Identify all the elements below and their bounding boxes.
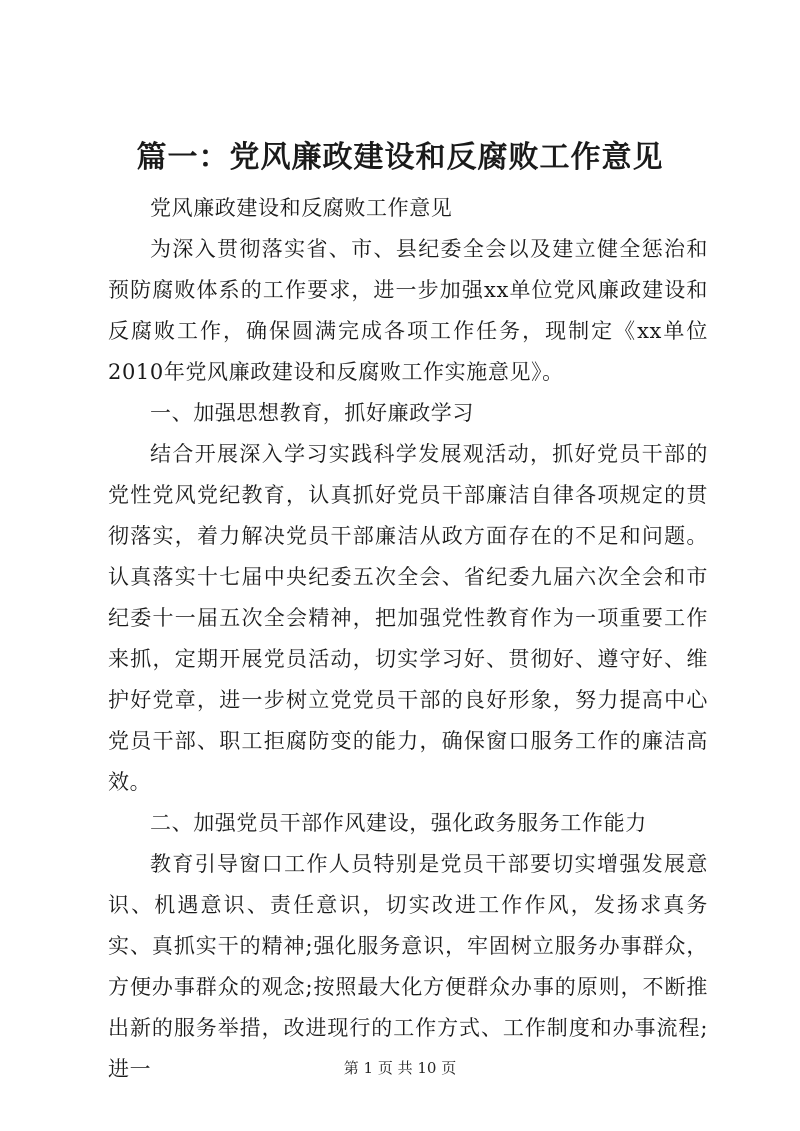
- section-heading-1: 一、加强思想教育，抓好廉政学习: [150, 401, 474, 425]
- intro-paragraph: 为深入贯彻落实省、市、县纪委全会以及建立健全惩治和预防腐败体系的工作要求，进一步加强xx单位党风廉政建设和反腐败工作，确保圆满完成各项工作任务，现制定《xx单位2010年党风廉政建设和反腐败工作实施意见》。: [108, 237, 708, 384]
- section-2-paragraph: 教育引导窗口工作人员特别是党员干部要切实增强发展意识、机遇意识、责任意识，切实改进工作作风，发扬求真务实、真抓实干的精神;强化服务意识，牢固树立服务办事群众，方便办事群众的观念;按照最大化方便群众办事的原则，不断推出新的服务举措，改进现行的工作方式、工作制度和办事流程;进一: [108, 852, 708, 1081]
- section-heading-2: 二、加强党员干部作风建设，强化政务服务工作能力: [150, 811, 647, 835]
- subtitle-paragraph: 党风廉政建设和反腐败工作意见: [150, 196, 453, 220]
- section-1-paragraph: 结合开展深入学习实践科学发展观活动，抓好党员干部的党性党风党纪教育，认真抓好党员干部廉洁自律各项规定的贯彻落实，着力解决党员干部廉洁从政方面存在的不足和问题。认真落实十七届中央纪委五次全会、省纪委九届六次全会和市纪委十一届五次全会精神，把加强党性教育作为一项重要工作来抓，定期开展党员活动，切实学习好、贯彻好、遵守好、维护好党章，进一步树立党党员干部的良好形象，努力提高中心党员干部、职工拒腐防变的能力，确保窗口服务工作的廉洁高效。: [108, 442, 708, 794]
- document-body: [108, 188, 708, 1090]
- page-footer: 第 1 页 共 10 页: [343, 1059, 457, 1077]
- document-title: 篇一：党风廉政建设和反腐败工作意见: [136, 140, 664, 175]
